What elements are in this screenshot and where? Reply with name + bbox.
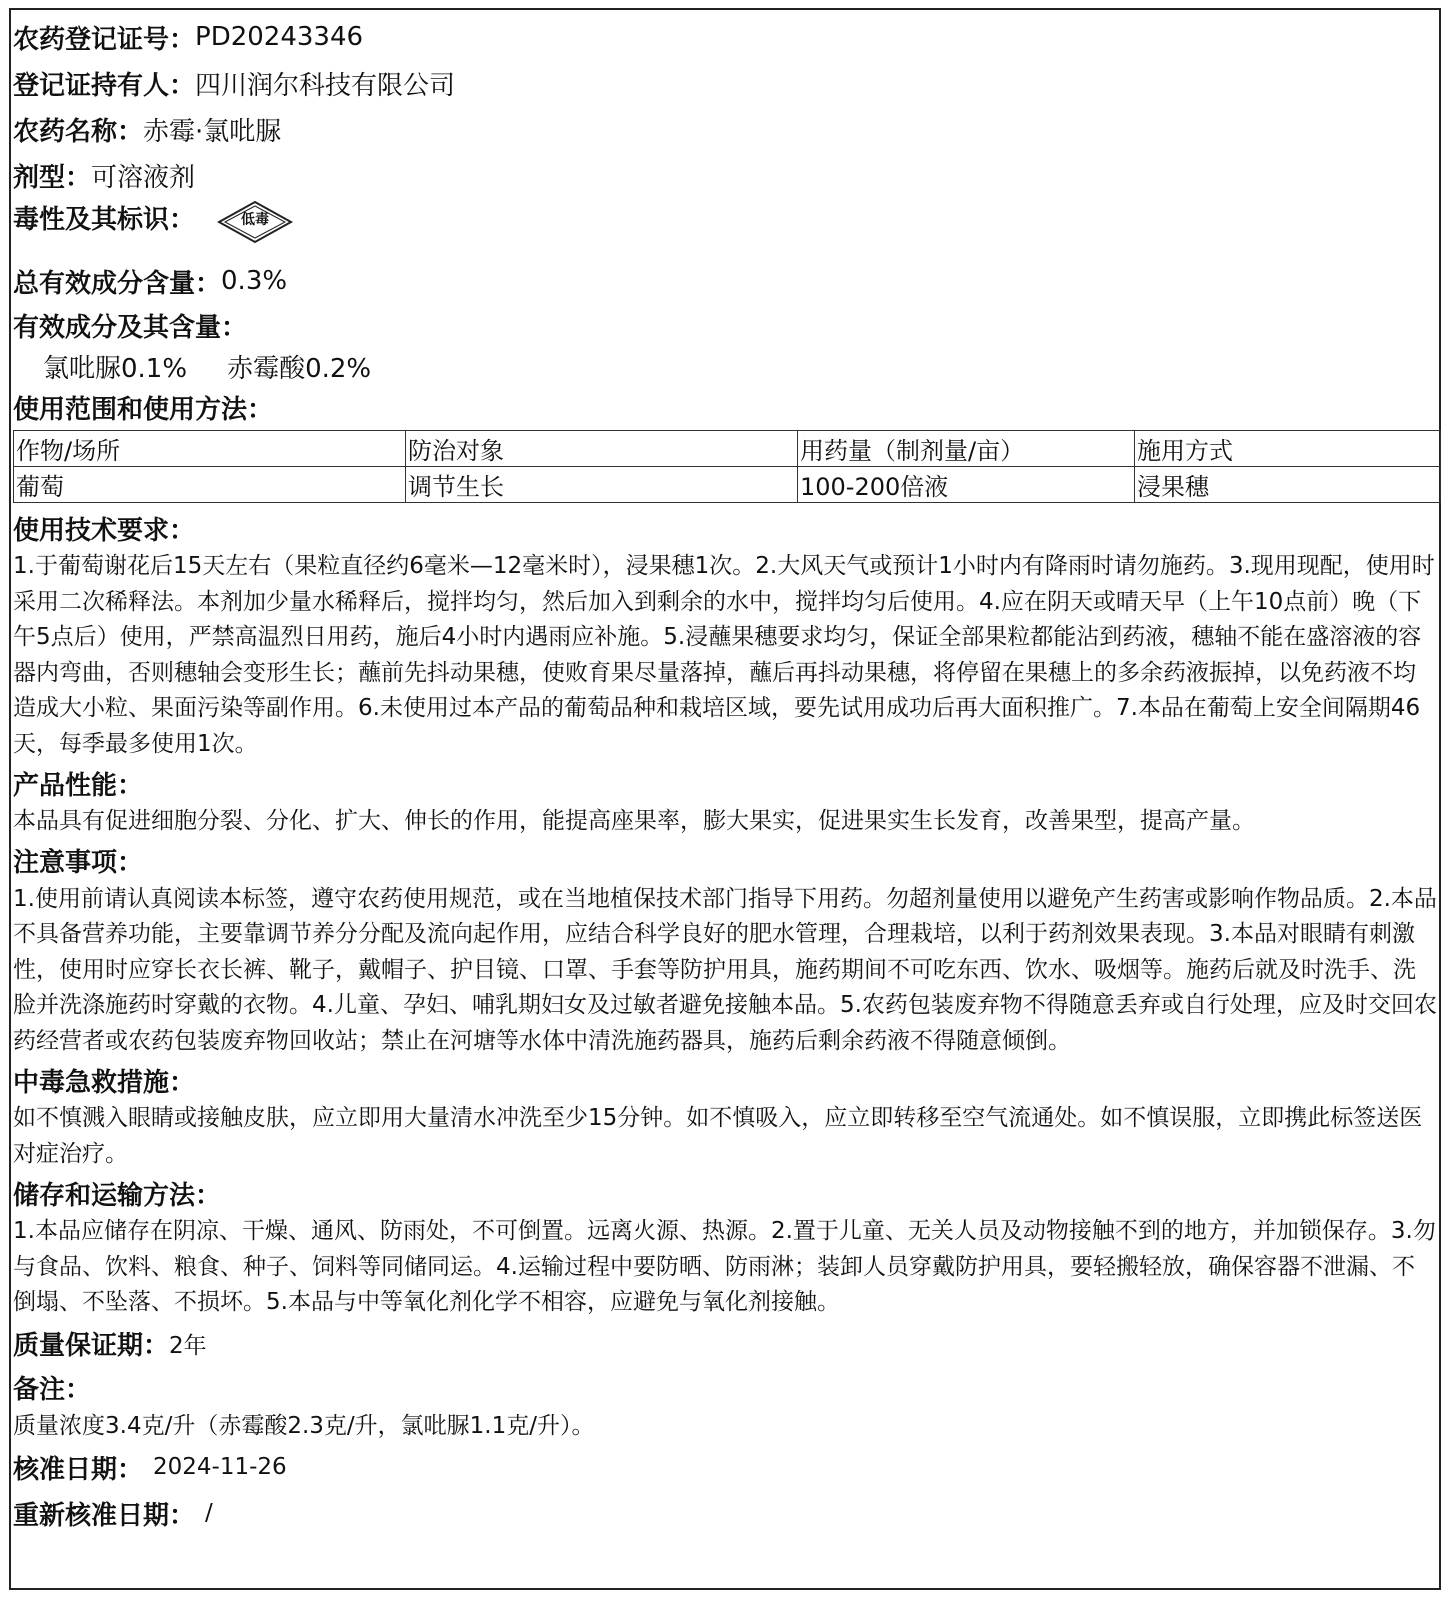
performance-label: 产品性能： xyxy=(13,770,144,801)
warranty-row xyxy=(13,1321,1437,1367)
tech-text: 1.于葡萄谢花后15天左右（果粒直径约6毫米—12毫米时），浸果穗1次。2.大风天气或预计1小时内有降雨时请勿施药。3.现用现配，使用时采用二次稀释法。本剂加少量水稀释后，搅拌均匀，然后加入到剩余的水中，搅拌均匀后使用。4.应在阴天或晴天早（上午10点前）晚（下午5点后）使用，严禁高温烈日用药，施后4小时内遇雨应补施。5.浸蘸果穗要求均匀，保证全部果粒都能沾到药液，穗轴不能在盛溶液的容器内弯曲，否则穗轴会变形生长；蘸前先抖动果穗，使败育果尽量落掉，蘸后再抖动果穗，将停留在果穗上的多余药液振掉，以免药液不均造成大小粒、果面污染等副作用。6.未使用过本产品的葡萄品种和栽培区域，要先试用成功后再大面积推广。7.本品在葡萄上安全间隔期46天，每季最多使用1次。 xyxy=(13,553,1435,757)
table-header-cell: 用药量（制剂量/亩） xyxy=(798,431,1135,467)
table-header-cell: 防治对象 xyxy=(406,431,798,467)
toxicity-label: 毒性及其标识： xyxy=(13,205,196,235)
toxicity-badge-text: 低毒 xyxy=(241,212,270,228)
registration-value: PD20243346 xyxy=(195,22,364,52)
table-header-cell: 施用方式 xyxy=(1135,431,1441,467)
holder-label: 登记证持有人： xyxy=(13,70,196,101)
first-aid-text: 如不慎溅入眼睛或接触皮肤，应立即用大量清水冲洗至少15分钟。如不慎吸入，应立即转移至空气流通处。如不慎误服，立即携此标签送医对症治疗。 xyxy=(13,1105,1423,1167)
reapproval-date-label: 重新核准日期： xyxy=(13,1500,196,1531)
remarks-text: 质量浓度3.4克/升（赤霉酸2.3克/升，氯吡脲1.1克/升）。 xyxy=(13,1412,595,1439)
table-cell: 100-200倍液 xyxy=(798,467,1135,503)
total-content-value: 0.3% xyxy=(221,266,288,296)
toxicity-badge xyxy=(215,200,295,252)
table-cell: 浸果穗 xyxy=(1135,467,1441,503)
ingredients-list xyxy=(13,346,1437,386)
label-document xyxy=(9,8,1441,1590)
name-row xyxy=(13,106,1437,152)
first-aid-label: 中毒急救措施： xyxy=(13,1067,196,1098)
holder-value: 四川润尔科技有限公司 xyxy=(195,70,456,101)
formulation-value: 可溶液剂 xyxy=(91,162,196,193)
reapproval-date-row xyxy=(13,1490,1437,1536)
usage-table xyxy=(13,430,1441,503)
ingredients-label: 有效成分及其含量： xyxy=(13,312,248,343)
warranty-value: 2年 xyxy=(169,1333,207,1359)
name-label: 农药名称： xyxy=(13,116,144,147)
usage-label: 使用范围和使用方法： xyxy=(13,394,274,425)
total-content-row xyxy=(13,258,1437,304)
table-header-cell: 作物/场所 xyxy=(14,431,406,467)
notes-label: 注意事项： xyxy=(13,848,144,878)
registration-row xyxy=(13,14,1437,60)
table-header-row xyxy=(14,431,1441,467)
formulation-label: 剂型： xyxy=(13,162,92,193)
approval-date-label: 核准日期： xyxy=(13,1454,144,1485)
remarks-label: 备注： xyxy=(13,1375,92,1405)
performance-text: 本品具有促进细胞分裂、分化、扩大、伸长的作用，能提高座果率，膨大果实，促进果实生长发育，改善果型，提高产量。 xyxy=(13,808,1255,834)
approval-date-row xyxy=(13,1444,1437,1490)
toxicity-row xyxy=(13,198,1437,258)
table-row xyxy=(14,467,1441,503)
table-cell: 葡萄 xyxy=(14,467,406,503)
warranty-label: 质量保证期： xyxy=(13,1331,170,1361)
storage-text: 1.本品应储存在阴凉、干燥、通风、防雨处，不可倒置。远离火源、热源。2.置于儿童、无关人员及动物接触不到的地方，并加锁保存。3.勿与食品、饮料、粮食、种子、饲料等同储同运。4.运输过程中要防晒、防雨淋；装卸人员穿戴防护用具，要轻搬轻放，确保容器不泄漏、不倒塌、不坠落、不损坏。5.本品与中等氧化剂化学不相容，应避免与氧化剂接触。 xyxy=(13,1218,1436,1315)
table-cell: 调节生长 xyxy=(406,467,798,503)
registration-label: 农药登记证号： xyxy=(13,24,196,55)
holder-row xyxy=(13,60,1437,106)
storage-label: 储存和运输方法： xyxy=(13,1180,222,1211)
name-value: 赤霉·氯吡脲 xyxy=(143,116,282,147)
ingredient-item: 氯吡脲0.1% xyxy=(43,353,188,384)
reapproval-date-value: / xyxy=(205,1500,213,1526)
tech-label: 使用技术要求： xyxy=(13,515,196,546)
notes-text: 1.使用前请认真阅读本标签，遵守农药使用规范，或在当地植保技术部门指导下用药。勿超剂量使用以避免产生药害或影响作物品质。2.本品不具备营养功能，主要靠调节养分分配及流向起作用，应结合科学良好的肥水管理，合理栽培，以利于药剂效果表现。3.本品对眼睛有刺激性，使用时应穿长衣长裤、靴子，戴帽子、护目镜、口罩、手套等防护用具，施药期间不可吃东西、饮水、吸烟等。施药后就及时洗手、洗脸并洗涤施药时穿戴的衣物。4.儿童、孕妇、哺乳期妇女及过敏者避免接触本品。5.农药包装废弃物不得随意丢弃或自行处理，应及时交回农药经营者或农药包装废弃物回收站；禁止在河塘等水体中清洗施药器具，施药后剩余药液不得随意倾倒。 xyxy=(13,885,1437,1054)
approval-date-value: 2024-11-26 xyxy=(153,1454,287,1480)
ingredient-item: 赤霉酸0.2% xyxy=(227,353,372,384)
total-content-label: 总有效成分含量： xyxy=(13,268,222,299)
formulation-row xyxy=(13,152,1437,198)
